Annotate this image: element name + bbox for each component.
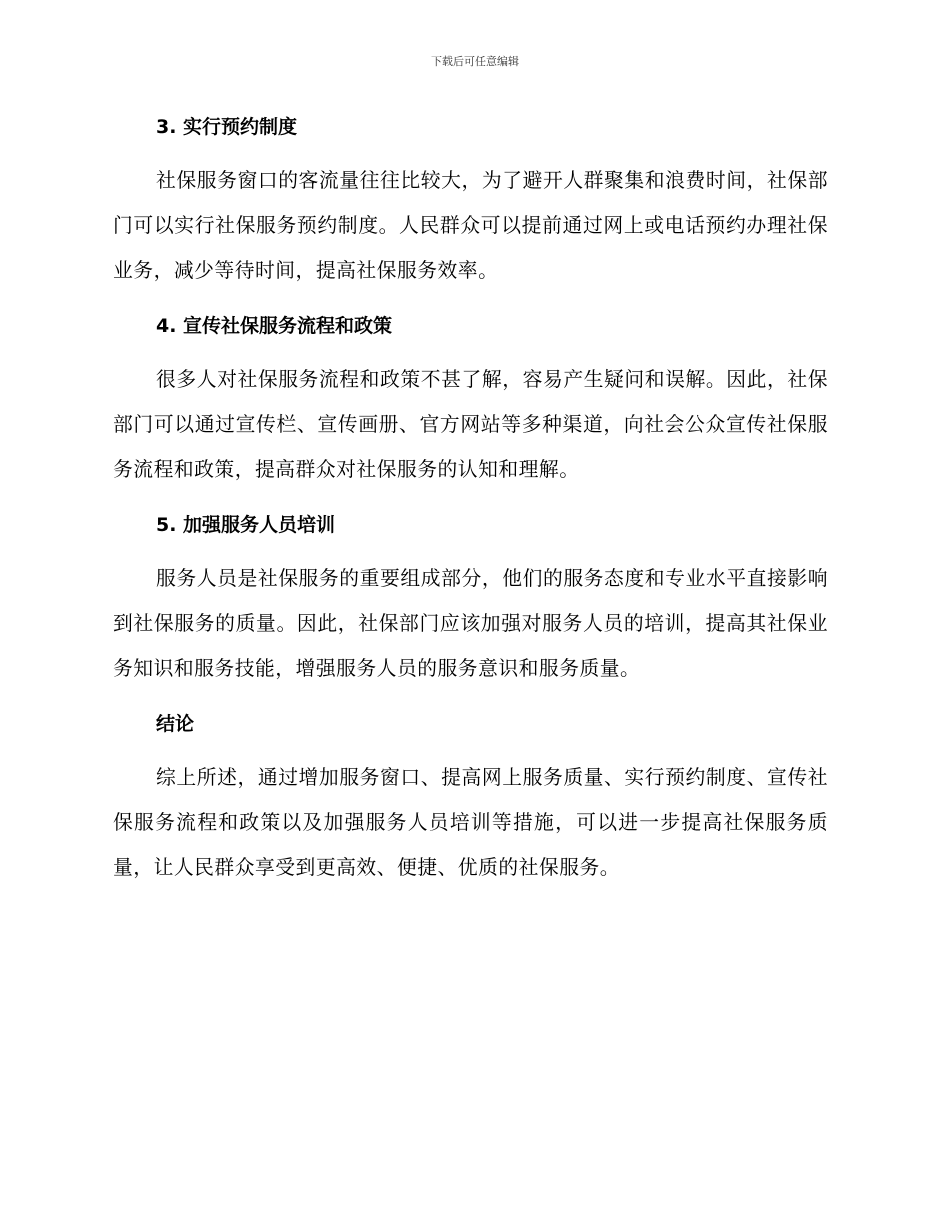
section-conclusion [113, 709, 828, 890]
section-paragraph: 社保服务窗口的客流量往往比较大，为了避开人群聚集和浪费时间，社保部门可以实行社保服务预约制度。人民群众可以提前通过网上或电话预约办理社保业务，减少等待时间，提高社保服务效率。 [113, 169, 828, 282]
section-heading: 4. 宣传社保服务流程和政策 [156, 315, 393, 337]
section-training [113, 510, 828, 691]
document-body [113, 112, 828, 908]
section-paragraph: 综上所述，通过增加服务窗口、提高网上服务质量、实行预约制度、宣传社保服务流程和政策以及加强服务人员培训等措施，可以进一步提高社保服务质量，让人民群众享受到更高效、便捷、优质的社保服务。 [113, 766, 828, 879]
section-heading: 3. 实行预约制度 [156, 116, 298, 138]
header-note: 下载后可任意编辑 [431, 55, 519, 68]
section-publicity [113, 311, 828, 492]
section-heading: 结论 [156, 713, 195, 735]
section-heading: 5. 加强服务人员培训 [156, 514, 336, 536]
section-paragraph: 服务人员是社保服务的重要组成部分，他们的服务态度和专业水平直接影响到社保服务的质量。因此，社保部门应该加强对服务人员的培训，提高其社保业务知识和服务技能，增强服务人员的服务意识和服务质量。 [113, 567, 828, 680]
section-paragraph: 很多人对社保服务流程和政策不甚了解，容易产生疑问和误解。因此，社保部门可以通过宣传栏、宣传画册、官方网站等多种渠道，向社会公众宣传社保服务流程和政策，提高群众对社保服务的认知和理解。 [113, 368, 828, 481]
section-appointment [113, 112, 828, 293]
